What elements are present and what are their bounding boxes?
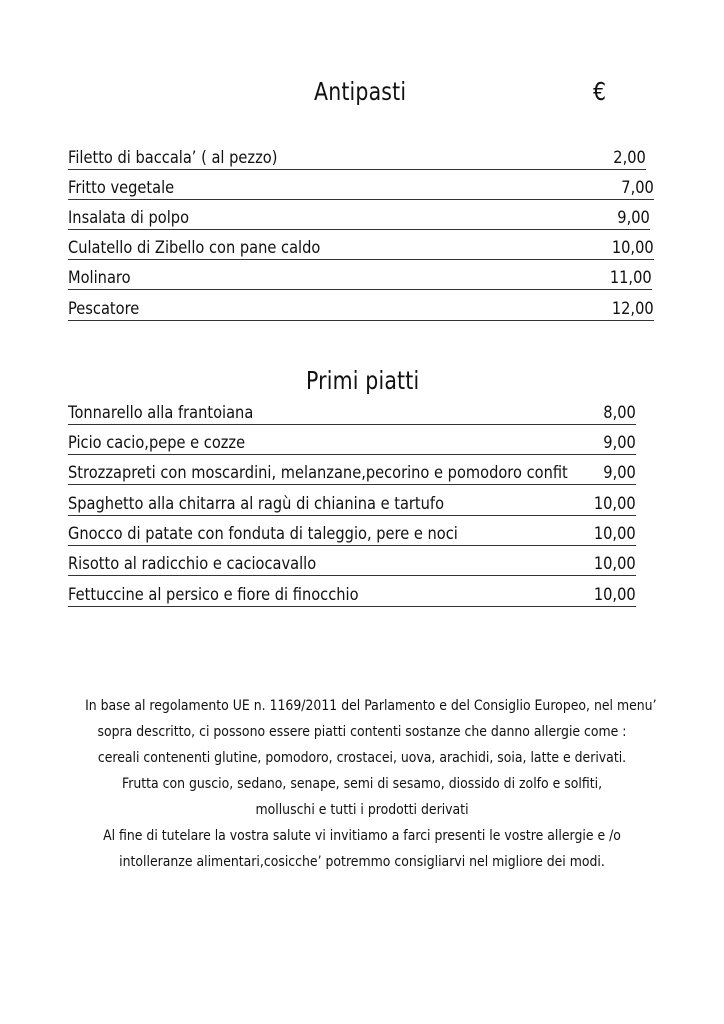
menu-item-name: Insalata di polpo xyxy=(68,208,190,228)
menu-item-price: 2,00 xyxy=(613,148,646,168)
menu-item-row xyxy=(68,200,650,230)
menu-item-price: 9,00 xyxy=(603,433,636,453)
menu-item-price: 10,00 xyxy=(612,238,654,258)
menu-item-price: 10,00 xyxy=(594,554,636,574)
allergen-notice-line: intolleranze alimentari,cosicche’ potremmo consigliarvi nel migliore dei modi. xyxy=(119,854,605,870)
menu-item-row xyxy=(68,260,652,290)
menu-item-name: Strozzapreti con moscardini, melanzane,pecorino e pomodoro confit xyxy=(68,463,568,483)
menu-item-price: 9,00 xyxy=(617,208,650,228)
menu-item-name: Filetto di baccala’ ( al pezzo) xyxy=(68,148,278,168)
allergen-notice-line: Frutta con guscio, sedano, senape, semi di sesamo, diossido di zolfo e solfiti, xyxy=(121,776,603,792)
allergen-notice-line: In base al regolamento UE n. 1169/2011 del Parlamento e del Consiglio Europeo, nel menu’ xyxy=(85,698,657,714)
allergen-notice-line: sopra descritto, ci possono essere piatti contenti sostanze che danno allergie come : xyxy=(97,724,627,740)
allergen-notice-line: Al fine di tutelare la vostra salute vi invitiamo a farci presenti le vostre allergie e /o xyxy=(103,828,621,844)
menu-item-row xyxy=(68,577,636,607)
allergen-notice xyxy=(40,693,684,875)
currency-symbol: € xyxy=(593,77,607,106)
menu-item-row xyxy=(68,395,636,425)
menu-item-name: Pescatore xyxy=(68,299,140,319)
menu-item-row xyxy=(68,455,636,485)
menu-item-price: 12,00 xyxy=(612,299,654,319)
menu-item-name: Gnocco di patate con fonduta di taleggio, pere e noci xyxy=(68,524,458,544)
menu-item-price: 10,00 xyxy=(594,524,636,544)
primi-title: Primi piatti xyxy=(306,366,420,395)
menu-item-row xyxy=(68,425,636,455)
antipasti-title: Antipasti xyxy=(314,77,407,106)
menu-item-price: 8,00 xyxy=(603,403,636,423)
menu-item-name: Picio cacio,pepe e cozze xyxy=(68,433,246,453)
menu-item-price: 11,00 xyxy=(610,268,652,288)
menu-item-row xyxy=(68,291,654,321)
menu-item-name: Spaghetto alla chitarra al ragù di chianina e tartufo xyxy=(68,494,445,514)
menu-item-name: Fettuccine al persico e fiore di finocchio xyxy=(68,585,359,605)
menu-item-price: 10,00 xyxy=(594,494,636,514)
menu-item-name: Molinaro xyxy=(68,268,131,288)
menu-item-row xyxy=(68,486,636,516)
menu-item-name: Tonnarello alla frantoiana xyxy=(68,403,254,423)
menu-item-price: 9,00 xyxy=(603,463,636,483)
allergen-notice-line: molluschi e tutti i prodotti derivati xyxy=(255,802,469,818)
menu-item-price: 10,00 xyxy=(594,585,636,605)
allergen-notice-line: cereali contenenti glutine, pomodoro, crostacei, uova, arachidi, soia, latte e derivati. xyxy=(97,750,627,766)
menu-item-name: Culatello di Zibello con pane caldo xyxy=(68,238,321,258)
menu-item-name: Fritto vegetale xyxy=(68,178,175,198)
menu-item-price: 7,00 xyxy=(621,178,654,198)
menu-item-row xyxy=(68,140,646,170)
menu-item-row xyxy=(68,516,636,546)
menu-item-row xyxy=(68,170,654,200)
menu-item-row xyxy=(68,546,636,576)
menu-item-name: Risotto al radicchio e caciocavallo xyxy=(68,554,317,574)
menu-item-row xyxy=(68,230,654,260)
